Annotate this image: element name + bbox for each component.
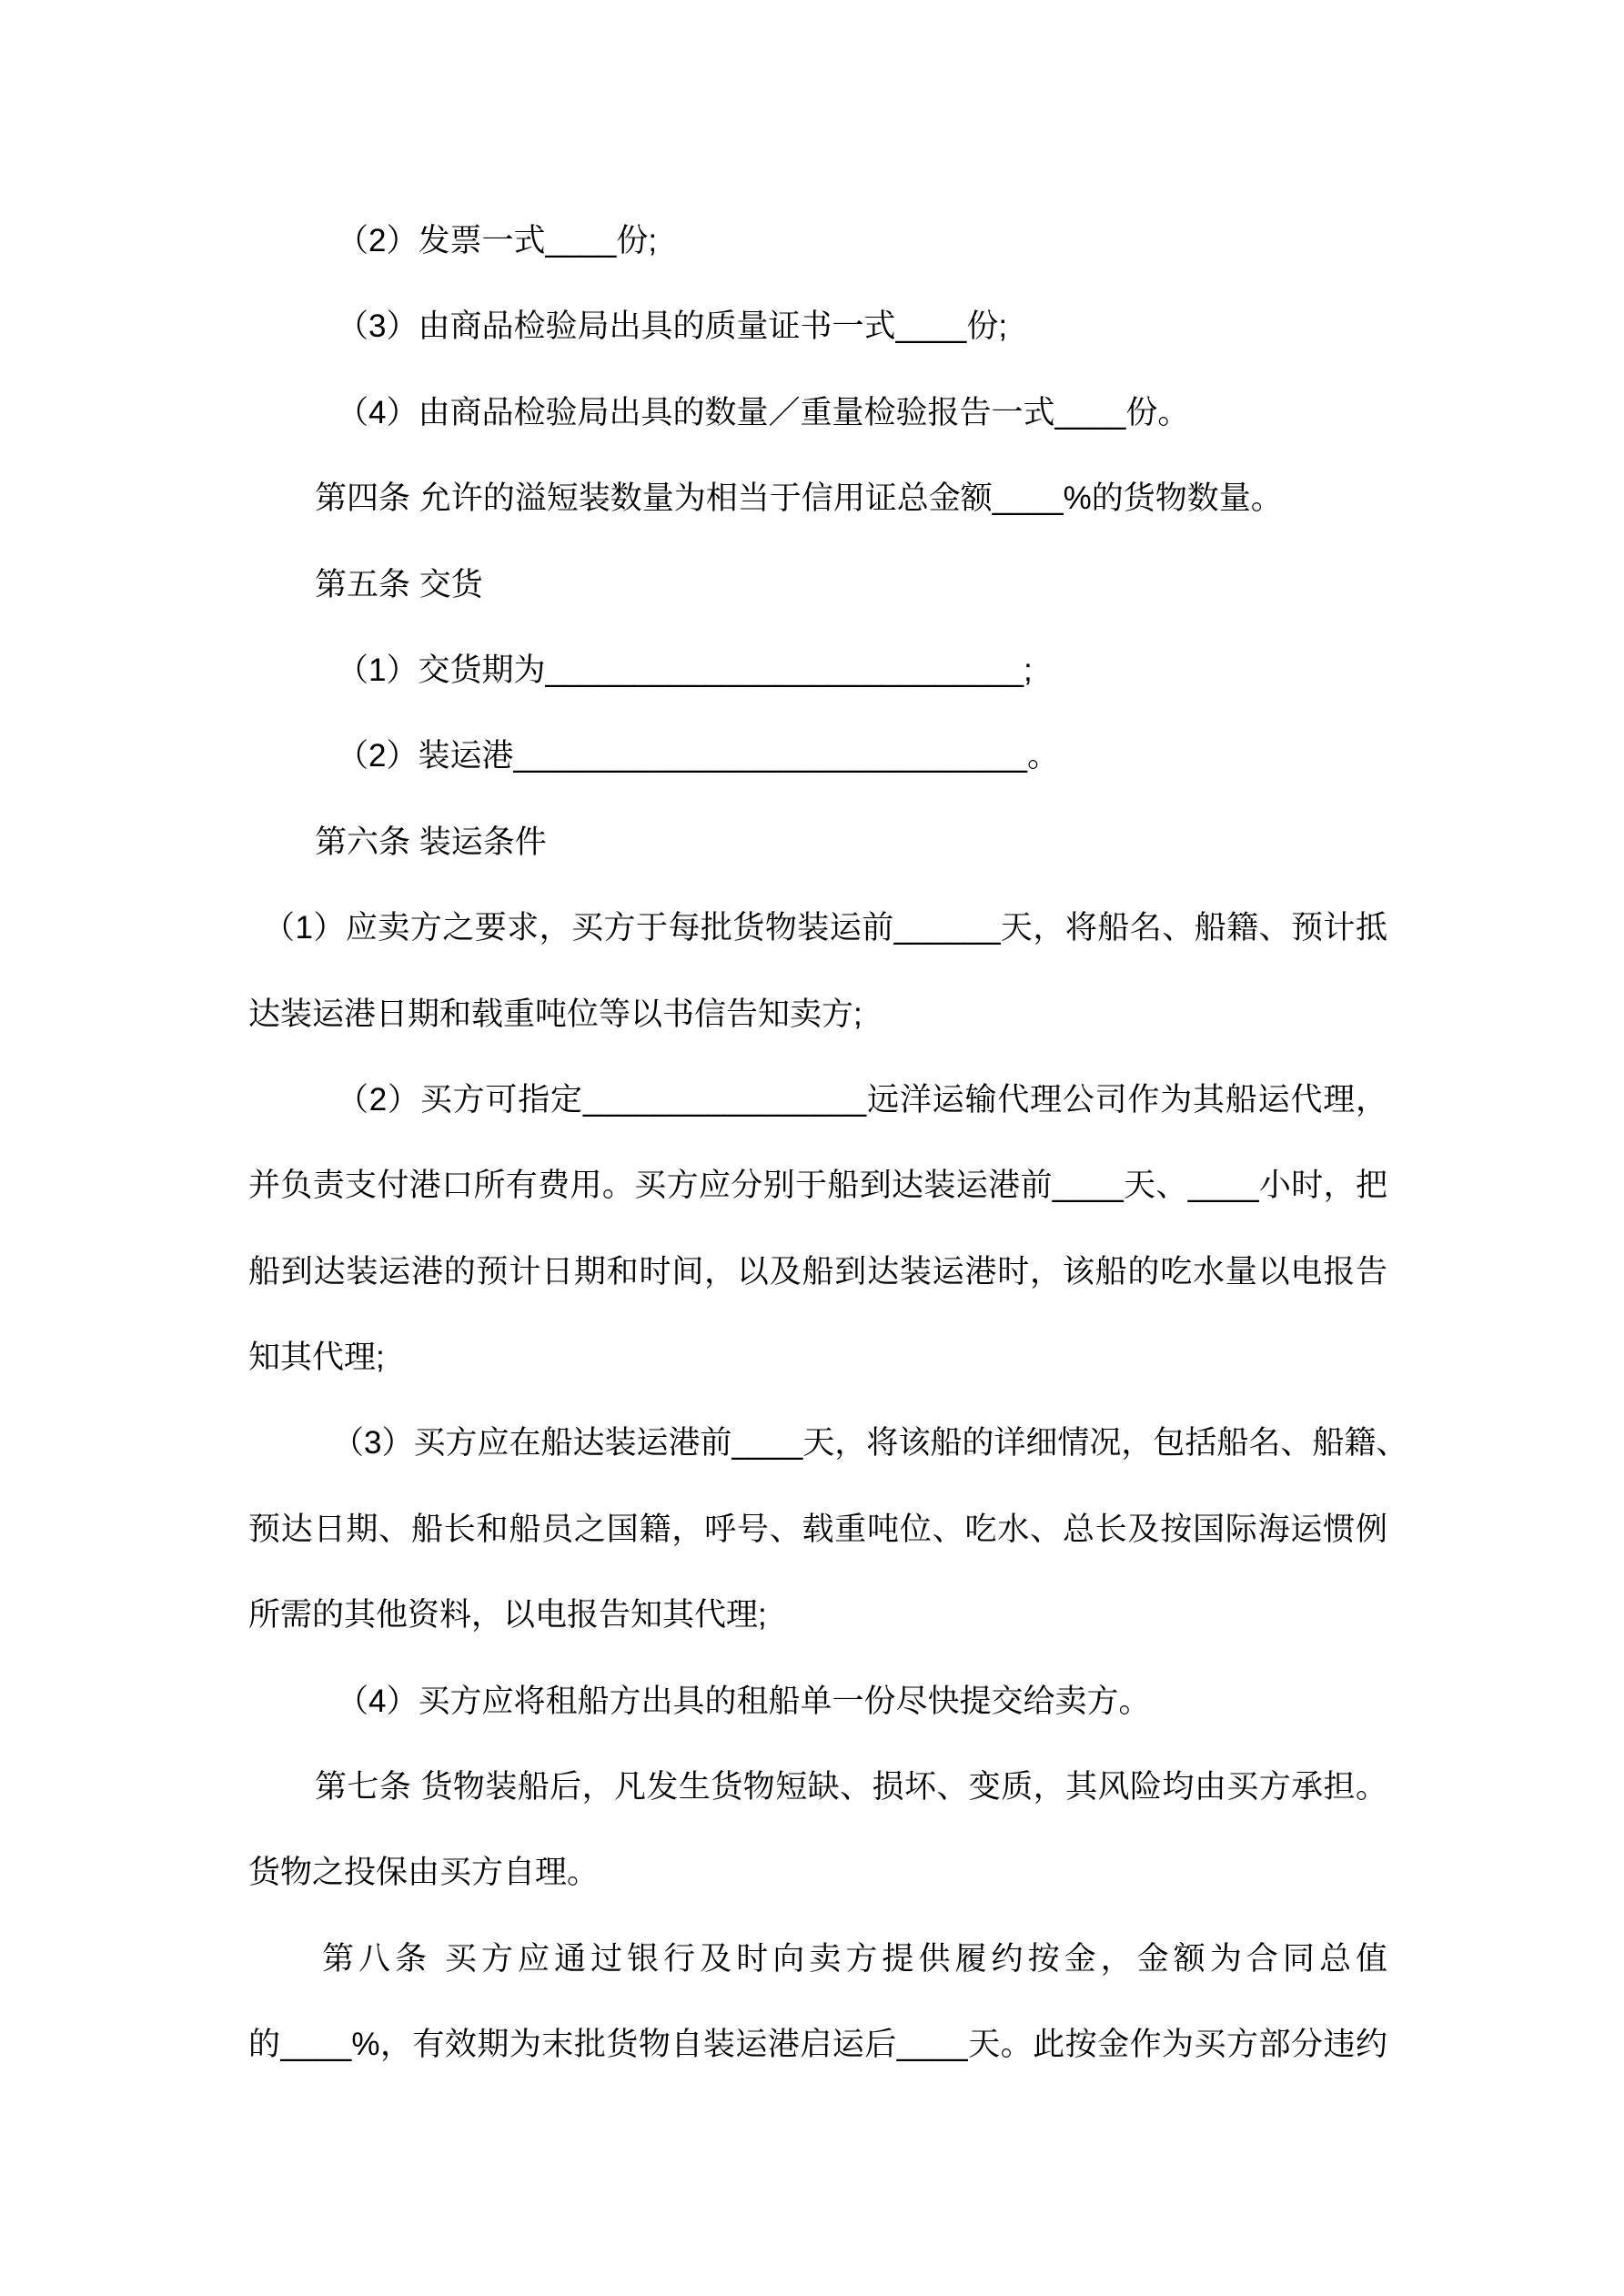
clause-8-line-2: 的____%，有效期为末批货物自装运港启运后____天。此按金作为买方部分违约 <box>248 2027 1387 2063</box>
clause-7-line-1: 第七条 货物装船后，凡发生货物短缺、损坏、变质，其风险均由买方承担。 <box>315 1769 1387 1805</box>
clause-6-heading: 第六条 装运条件 <box>315 824 547 860</box>
clause-8-line-1: 第八条 买方应通过银行及时向卖方提供履约按金，金额为合同总值 <box>322 1940 1387 1977</box>
clause-6-item-3-line-1: （3）买方应在船达装运港前____天，将该船的详细情况，包括船名、船籍、 <box>332 1425 1408 1462</box>
clause-6-item-1-line-2: 达装运港日期和载重吨位等以书信告知卖方; <box>248 996 862 1032</box>
clause-4: 第四条 允许的溢短装数量为相当于信用证总金额____%的货物数量。 <box>315 480 1283 517</box>
clause-6-item-2-line-2: 并负责支付港口所有费用。买方应分别于船到达装运港前____天、____小时，把 <box>248 1168 1387 1204</box>
clause-6-item-2-line-3: 船到达装运港的预计日期和时间，以及船到达装运港时，该船的吃水量以电报告 <box>248 1253 1387 1290</box>
clause-7-line-2: 货物之投保由买方自理。 <box>248 1855 600 1891</box>
clause-6-item-3-line-2: 预达日期、船长和船员之国籍，呼号、载重吨位、吃水、总长及按国际海运惯例 <box>248 1511 1387 1547</box>
clause-5-heading: 第五条 交货 <box>315 566 483 602</box>
clause-5-item-1: （1）交货期为___________________________; <box>337 652 1033 688</box>
clause-3-item-4: （4）由商品检验局出具的数量／重量检验报告一式____份。 <box>337 394 1190 430</box>
clause-6-item-1-line-1: （1）应卖方之要求，买方于每批货物装运前______天，将船名、船籍、预计抵 <box>263 910 1387 946</box>
contract-document <box>0 198 1624 2089</box>
clause-5-item-2: （2）装运港_____________________________。 <box>337 738 1059 774</box>
clause-6-item-2-line-1: （2）买方可指定________________远洋运输代理公司作为其船运代理， <box>337 1081 1387 1118</box>
clause-3-item-3: （3）由商品检验局出具的质量证书一式____份; <box>337 308 1008 345</box>
clause-3-item-2: （2）发票一式____份; <box>337 223 658 258</box>
clause-6-item-3-line-3: 所需的其他资料，以电报告知其代理; <box>248 1597 767 1633</box>
clause-6-item-4: （4）买方应将租船方出具的租船单一份尽快提交给卖方。 <box>337 1683 1151 1719</box>
clause-6-item-2-line-4: 知其代理; <box>248 1340 385 1376</box>
